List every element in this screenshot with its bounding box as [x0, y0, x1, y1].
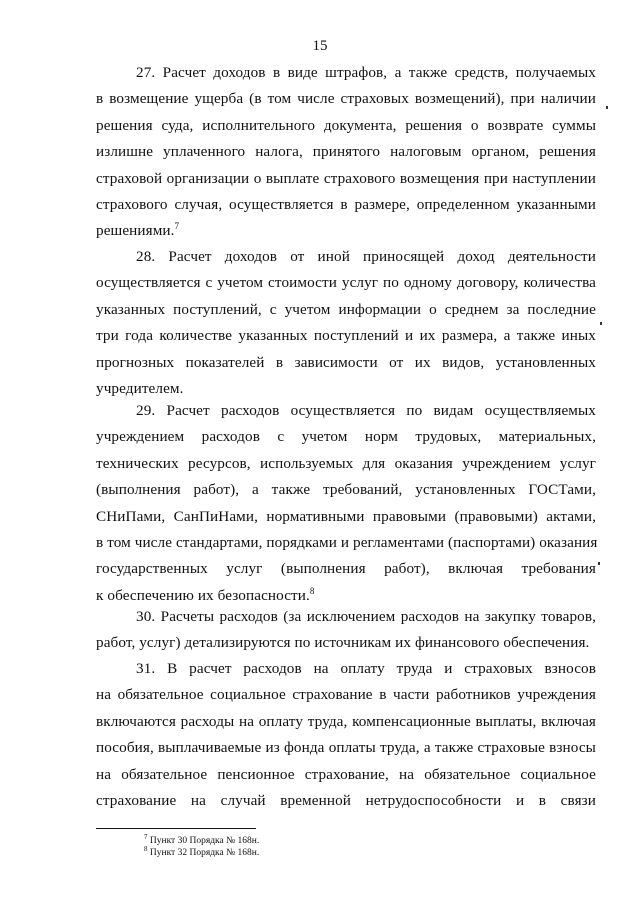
text-line [96, 530, 596, 556]
line-text: технических ресурсов, используемых для оказания учреждением услуг [96, 454, 596, 472]
line-text: 27. Расчет доходов в виде штрафов, а также средств, получаемых [136, 64, 596, 81]
line-text: СНиПами, СанПиНами, нормативными правовыми (правовыми) актами, [96, 507, 596, 525]
line-text: пособия, выплачиваемые из фонда оплаты труда, а также страховые взносы [96, 739, 596, 757]
text-line [96, 139, 596, 165]
text-line [96, 350, 596, 376]
line-text: 29. Расчет расходов осуществляется по видам осуществляемых [136, 402, 596, 419]
scan-speck [606, 106, 608, 109]
footnotes [144, 832, 260, 859]
text-line [96, 451, 596, 477]
line-text: учредителем. [96, 380, 184, 398]
line-text: 31. В расчет расходов на оплату труда и страховых взносов [136, 660, 596, 677]
line-text: прогнозных показателей в зависимости от их видов, установленных [96, 353, 596, 371]
text-line [96, 86, 596, 112]
text-line [96, 192, 596, 218]
line-text: излишне уплаченного налога, принятого налоговым органом, решения [96, 143, 596, 161]
footnote-text: Пункт 30 Порядка № 168н. [149, 836, 260, 846]
text-line [96, 788, 596, 814]
line-text: к обеспечению их безопасности. [96, 586, 310, 604]
footnote-mark: 7 [144, 832, 148, 841]
line-text: работ, услуг) детализируются по источникам их финансового обеспечения. [96, 634, 590, 652]
text-line [96, 166, 596, 192]
text-line [96, 60, 596, 86]
text-line [96, 709, 596, 735]
line-text: в возмещение ущерба (в том числе страховых возмещений), при наличии [96, 90, 596, 108]
line-text: указанных поступлений, с учетом информации о среднем за последние [96, 300, 596, 318]
text-line [96, 113, 596, 139]
paragraph-27 [96, 60, 596, 245]
text-line [96, 604, 596, 630]
text-line [96, 556, 596, 582]
text-line [96, 244, 596, 270]
scan-speck [598, 562, 600, 565]
text-line [96, 477, 596, 503]
line-text: осуществляется с учетом стоимости услуг по одному договору, количества [96, 274, 596, 292]
page-number: 15 [312, 38, 328, 54]
line-text: на обязательное социальное страхование в части работников учреждения [96, 686, 596, 704]
footnote-7 [144, 832, 260, 847]
line-text: в том числе стандартами, порядками и регламентами (паспортами) оказания [96, 534, 598, 552]
text-line [96, 762, 596, 788]
footnote-mark: 8 [144, 844, 148, 853]
line-text: страховой организации о выплате страхового возмещения при наступлении [96, 169, 596, 187]
text-line [96, 270, 596, 296]
text-line [96, 297, 596, 323]
line-text: три года количестве указанных поступлений и их размера, а также иных [96, 327, 596, 345]
paragraph-29 [96, 398, 596, 609]
scan-speck [600, 322, 602, 325]
footnote-text: Пункт 32 Порядка № 168н. [149, 848, 260, 858]
line-text: страхование на случай временной нетрудоспособности и в связи [96, 792, 596, 810]
paragraph-31 [96, 656, 596, 814]
paragraph-30 [96, 604, 596, 657]
line-text: включаются расходы на оплату труда, компенсационные выплаты, включая [96, 712, 596, 730]
text-line [96, 504, 596, 530]
text-line [96, 735, 596, 761]
text-line [96, 323, 596, 349]
line-text: решениями. [96, 222, 175, 240]
text-line [96, 630, 596, 656]
footnote-reference: 8 [309, 585, 315, 596]
footnote-separator [96, 828, 256, 829]
footnote-reference: 7 [174, 221, 180, 232]
line-text: страхового случая, осуществляется в размере, определенном указанными [96, 196, 596, 214]
text-line [96, 682, 596, 708]
line-text: 28. Расчет доходов от иной приносящей доход деятельности [136, 248, 596, 265]
line-text: на обязательное пенсионное страхование, на обязательное социальное [96, 765, 596, 783]
line-text: учреждением расходов с учетом норм трудовых, материальных, [96, 428, 596, 446]
line-text: (выполнения работ), а также требований, установленных ГОСТами, [96, 481, 596, 499]
footnote-8 [144, 844, 260, 859]
text-line [96, 424, 596, 450]
text-line [96, 218, 596, 244]
paragraph-28 [96, 244, 596, 402]
line-text: государственных услуг (выполнения работ), включая требования [96, 560, 596, 578]
line-text: решения суда, исполнительного документа, решения о возврате суммы [96, 116, 596, 134]
text-line [96, 398, 596, 424]
line-text: 30. Расчеты расходов (за исключением расходов на закупку товаров, [136, 608, 596, 625]
text-line [96, 656, 596, 682]
